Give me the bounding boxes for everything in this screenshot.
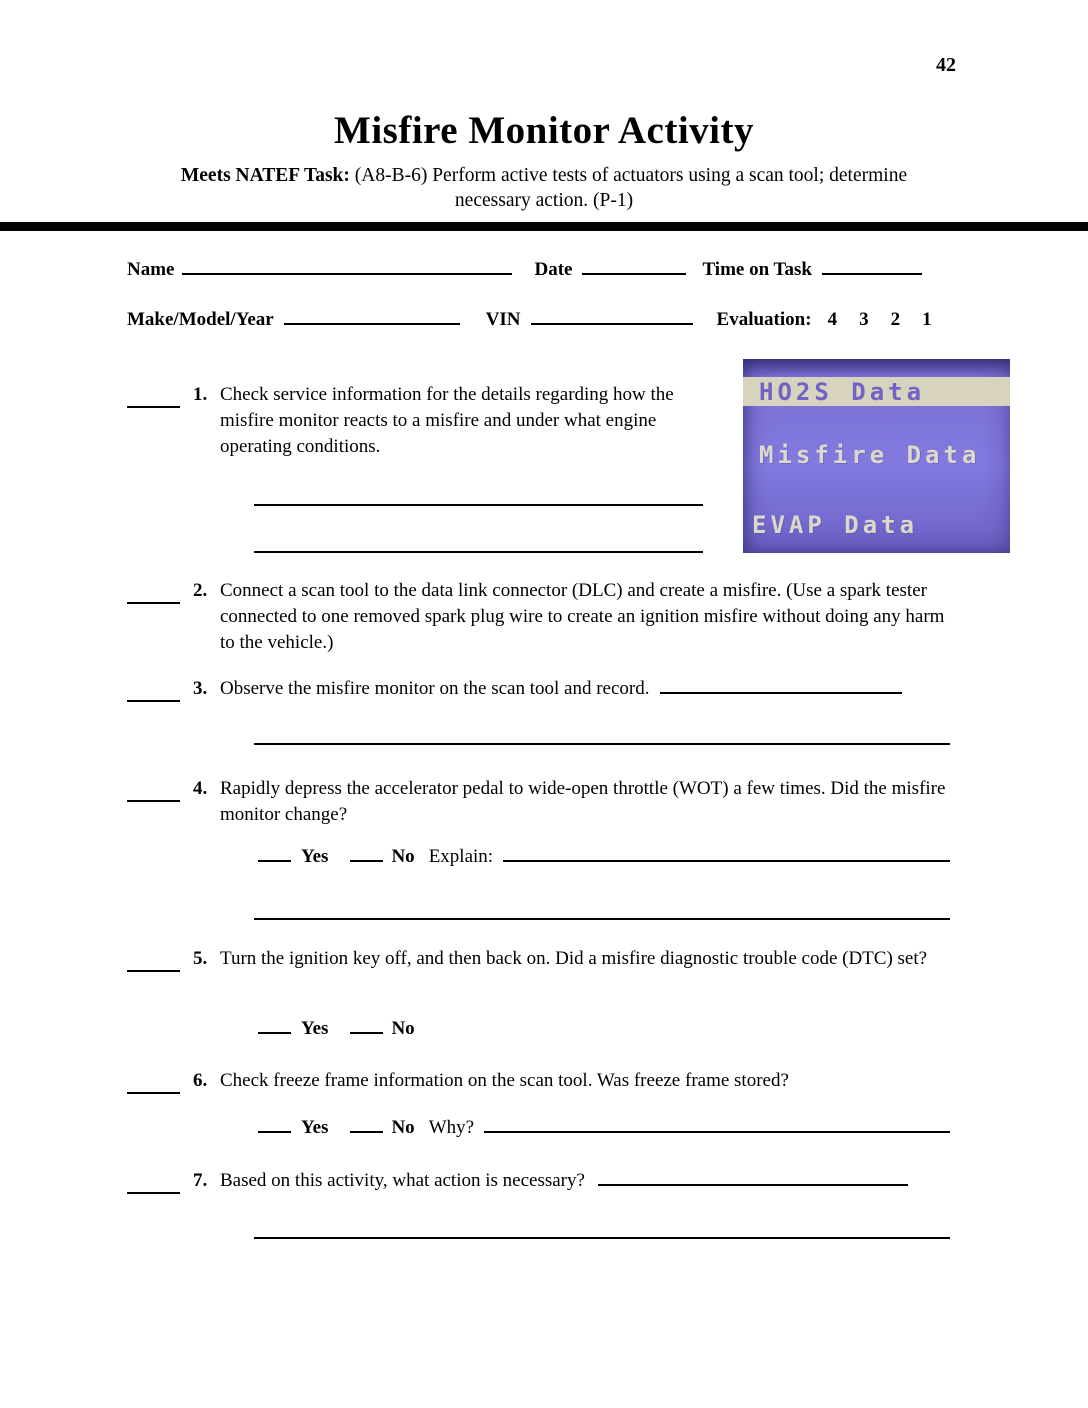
task-number-6: 6. bbox=[193, 1070, 208, 1091]
date-blank bbox=[582, 259, 686, 275]
explain-label: Explain: bbox=[428, 846, 494, 867]
evaluation-score-4: 4 bbox=[827, 309, 838, 330]
action-answer-blank bbox=[598, 1170, 908, 1186]
task-item-2 bbox=[127, 578, 950, 656]
answer-line bbox=[254, 504, 703, 506]
completion-blank-5 bbox=[127, 946, 180, 972]
yes-checkbox-blank bbox=[258, 1117, 291, 1133]
explain-answer-blank bbox=[503, 846, 950, 862]
form-row-vehicle bbox=[127, 309, 932, 331]
yes-no-row-task-6 bbox=[258, 1117, 950, 1139]
vin-blank bbox=[531, 309, 693, 325]
task-item-3 bbox=[127, 676, 950, 702]
vin-label: VIN bbox=[485, 309, 521, 330]
no-checkbox-blank bbox=[350, 1117, 383, 1133]
task-number-2: 2. bbox=[193, 580, 208, 601]
completion-blank-7 bbox=[127, 1168, 180, 1194]
completion-blank-3 bbox=[127, 676, 180, 702]
task-number-4: 4. bbox=[193, 778, 208, 799]
make-model-year-label: Make/Model/Year bbox=[127, 309, 274, 330]
completion-blank-1 bbox=[127, 382, 180, 408]
task-text-3: Observe the misfire monitor on the scan tool and record. bbox=[220, 678, 650, 699]
answer-line bbox=[254, 551, 703, 553]
record-answer-blank bbox=[660, 678, 902, 694]
completion-blank-4 bbox=[127, 776, 180, 802]
task-item-4 bbox=[127, 776, 950, 828]
task-number-7: 7. bbox=[193, 1170, 208, 1191]
answer-line bbox=[254, 918, 950, 920]
evaluation-score-1: 1 bbox=[922, 309, 932, 330]
yes-checkbox-blank bbox=[258, 1018, 291, 1034]
name-blank bbox=[182, 259, 512, 275]
natef-label: Meets NATEF Task: bbox=[180, 165, 350, 186]
evaluation-score-2: 2 bbox=[890, 309, 901, 330]
task-item-5 bbox=[127, 946, 950, 972]
why-answer-blank bbox=[484, 1117, 950, 1133]
scan-menu-item-evap: EVAP Data bbox=[752, 511, 919, 539]
task-text-6: Check freeze frame information on the scan tool. Was freeze frame stored? bbox=[220, 1070, 789, 1091]
yes-no-row-task-4 bbox=[258, 846, 950, 868]
task-text-7: Based on this activity, what action is necessary? bbox=[220, 1170, 585, 1191]
yes-label: Yes bbox=[301, 1117, 329, 1138]
task-item-6 bbox=[127, 1068, 950, 1094]
evaluation-label: Evaluation: bbox=[716, 309, 812, 330]
task-number-5: 5. bbox=[193, 948, 208, 969]
yes-label: Yes bbox=[301, 846, 329, 867]
time-on-task-label: Time on Task bbox=[702, 259, 812, 280]
natef-line2: necessary action. (P-1) bbox=[454, 190, 634, 211]
no-label: No bbox=[391, 1117, 415, 1138]
task-text-5: Turn the ignition key off, and then back on. Did a misfire diagnostic trouble code (DTC) set? bbox=[220, 948, 928, 969]
task-item-1 bbox=[127, 382, 950, 460]
name-label: Name bbox=[127, 259, 175, 280]
make-model-year-blank bbox=[284, 309, 460, 325]
natef-task-statement bbox=[0, 163, 1088, 213]
task-text-1: Check service information for the details regarding how the misfire monitor reacts to a misfire and under what engine operating conditions. bbox=[220, 384, 674, 457]
task-text-2: Connect a scan tool to the data link connector (DLC) and create a misfire. (Use a spark tester connected to one removed spark plug wire to create an ignition misfire without doing any harm to the vehicle.) bbox=[220, 580, 945, 653]
task-number-3: 3. bbox=[193, 678, 208, 699]
scan-menu-item-ho2s: HO2S Data bbox=[759, 377, 926, 406]
completion-blank-6 bbox=[127, 1068, 180, 1094]
date-label: Date bbox=[534, 259, 573, 280]
task-item-7 bbox=[127, 1168, 950, 1194]
why-label: Why? bbox=[428, 1117, 475, 1138]
yes-label: Yes bbox=[301, 1018, 329, 1039]
no-checkbox-blank bbox=[350, 846, 383, 862]
form-row-identity bbox=[127, 259, 922, 281]
yes-no-row-task-5 bbox=[258, 1018, 415, 1040]
yes-checkbox-blank bbox=[258, 846, 291, 862]
task-text-4: Rapidly depress the accelerator pedal to wide-open throttle (WOT) a few times. Did the misfire monitor change? bbox=[220, 778, 946, 825]
header-divider bbox=[0, 222, 1088, 231]
page-number: 42 bbox=[936, 54, 956, 76]
no-label: No bbox=[391, 1018, 415, 1039]
answer-line bbox=[254, 1237, 950, 1239]
evaluation-score-3: 3 bbox=[859, 309, 869, 330]
no-checkbox-blank bbox=[350, 1018, 383, 1034]
natef-line1: (A8-B-6) Perform active tests of actuators using a scan tool; determine bbox=[354, 165, 908, 186]
completion-blank-2 bbox=[127, 578, 180, 604]
task-number-1: 1. bbox=[193, 384, 208, 405]
page-title: Misfire Monitor Activity bbox=[334, 109, 754, 152]
no-label: No bbox=[391, 846, 415, 867]
answer-line bbox=[254, 743, 950, 745]
scan-menu-item-misfire: Misfire Data bbox=[759, 441, 981, 469]
time-on-task-blank bbox=[822, 259, 922, 275]
